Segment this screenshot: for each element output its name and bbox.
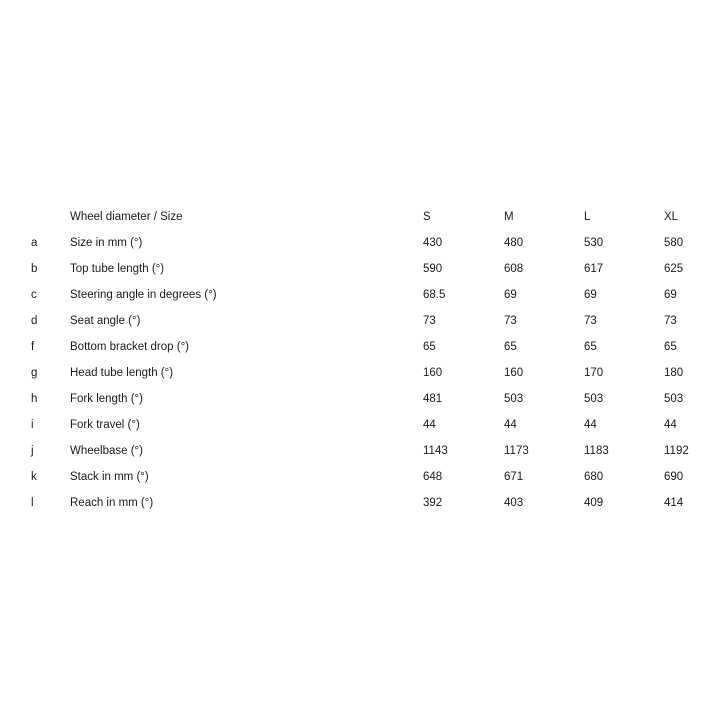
- value-cell-s: 44: [423, 419, 436, 431]
- table-row: [0, 282, 720, 308]
- row-label: Top tube length (°): [70, 263, 165, 275]
- value-cell-s: 392: [423, 497, 443, 509]
- geometry-table: [0, 204, 720, 516]
- size-header-xl: XL: [664, 211, 679, 223]
- value-cell-l: 530: [584, 237, 604, 249]
- row-label: Wheelbase (°): [70, 445, 143, 457]
- row-key: h: [31, 393, 38, 405]
- row-key: i: [31, 419, 34, 431]
- row-key: l: [31, 497, 34, 509]
- header-label: Wheel diameter / Size: [70, 211, 183, 223]
- value-cell-s: 481: [423, 393, 443, 405]
- value-cell-xl: 180: [664, 367, 684, 379]
- value-cell-l: 617: [584, 263, 604, 275]
- row-label: Steering angle in degrees (°): [70, 289, 217, 301]
- row-key: g: [31, 367, 38, 379]
- value-cell-l: 170: [584, 367, 604, 379]
- value-cell-xl: 44: [664, 419, 677, 431]
- value-cell-xl: 625: [664, 263, 684, 275]
- value-cell-l: 503: [584, 393, 604, 405]
- value-cell-m: 73: [504, 315, 517, 327]
- table-row: [0, 334, 720, 360]
- value-cell-s: 1143: [423, 445, 448, 457]
- value-cell-l: 409: [584, 497, 604, 509]
- value-cell-m: 65: [504, 341, 517, 353]
- value-cell-s: 160: [423, 367, 443, 379]
- size-header-l: L: [584, 211, 591, 223]
- value-cell-xl: 65: [664, 341, 677, 353]
- table-row: [0, 360, 720, 386]
- row-label: Fork travel (°): [70, 419, 140, 431]
- value-cell-xl: 1192: [664, 445, 689, 457]
- row-label: Size in mm (°): [70, 237, 143, 249]
- value-cell-l: 69: [584, 289, 597, 301]
- row-key: c: [31, 289, 37, 301]
- value-cell-m: 160: [504, 367, 524, 379]
- size-header-m: M: [504, 211, 514, 223]
- value-cell-xl: 69: [664, 289, 677, 301]
- row-key: f: [31, 341, 35, 353]
- value-cell-m: 403: [504, 497, 524, 509]
- value-cell-s: 65: [423, 341, 436, 353]
- table-row: [0, 438, 720, 464]
- value-cell-xl: 73: [664, 315, 677, 327]
- value-cell-l: 73: [584, 315, 597, 327]
- value-cell-xl: 503: [664, 393, 684, 405]
- value-cell-l: 1183: [584, 445, 609, 457]
- row-key: b: [31, 263, 38, 275]
- value-cell-l: 65: [584, 341, 597, 353]
- value-cell-xl: 580: [664, 237, 684, 249]
- value-cell-xl: 414: [664, 497, 684, 509]
- value-cell-s: 590: [423, 263, 443, 275]
- value-cell-s: 73: [423, 315, 436, 327]
- row-label: Fork length (°): [70, 393, 143, 405]
- value-cell-m: 480: [504, 237, 524, 249]
- row-label: Seat angle (°): [70, 315, 141, 327]
- header-row: [0, 204, 720, 230]
- row-key: a: [31, 237, 38, 249]
- value-cell-m: 1173: [504, 445, 529, 457]
- value-cell-m: 69: [504, 289, 517, 301]
- table-row: [0, 412, 720, 438]
- value-cell-m: 608: [504, 263, 524, 275]
- value-cell-m: 44: [504, 419, 517, 431]
- value-cell-m: 503: [504, 393, 524, 405]
- row-key: j: [31, 445, 34, 457]
- value-cell-l: 680: [584, 471, 604, 483]
- value-cell-s: 68.5: [423, 289, 446, 301]
- table-row: [0, 308, 720, 334]
- header-key-cell: [0, 204, 70, 230]
- row-label: Bottom bracket drop (°): [70, 341, 190, 353]
- row-key: k: [31, 471, 37, 483]
- table-row: [0, 464, 720, 490]
- value-cell-l: 44: [584, 419, 597, 431]
- value-cell-xl: 690: [664, 471, 684, 483]
- row-label: Head tube length (°): [70, 367, 174, 379]
- table-row: [0, 230, 720, 256]
- row-label: Reach in mm (°): [70, 497, 154, 509]
- row-key: d: [31, 315, 38, 327]
- table-row: [0, 386, 720, 412]
- row-label: Stack in mm (°): [70, 471, 149, 483]
- table-row: [0, 256, 720, 282]
- value-cell-m: 671: [504, 471, 524, 483]
- value-cell-s: 430: [423, 237, 443, 249]
- table-row: [0, 490, 720, 516]
- value-cell-s: 648: [423, 471, 443, 483]
- geometry-table-body: [0, 230, 720, 516]
- size-header-s: S: [423, 211, 431, 223]
